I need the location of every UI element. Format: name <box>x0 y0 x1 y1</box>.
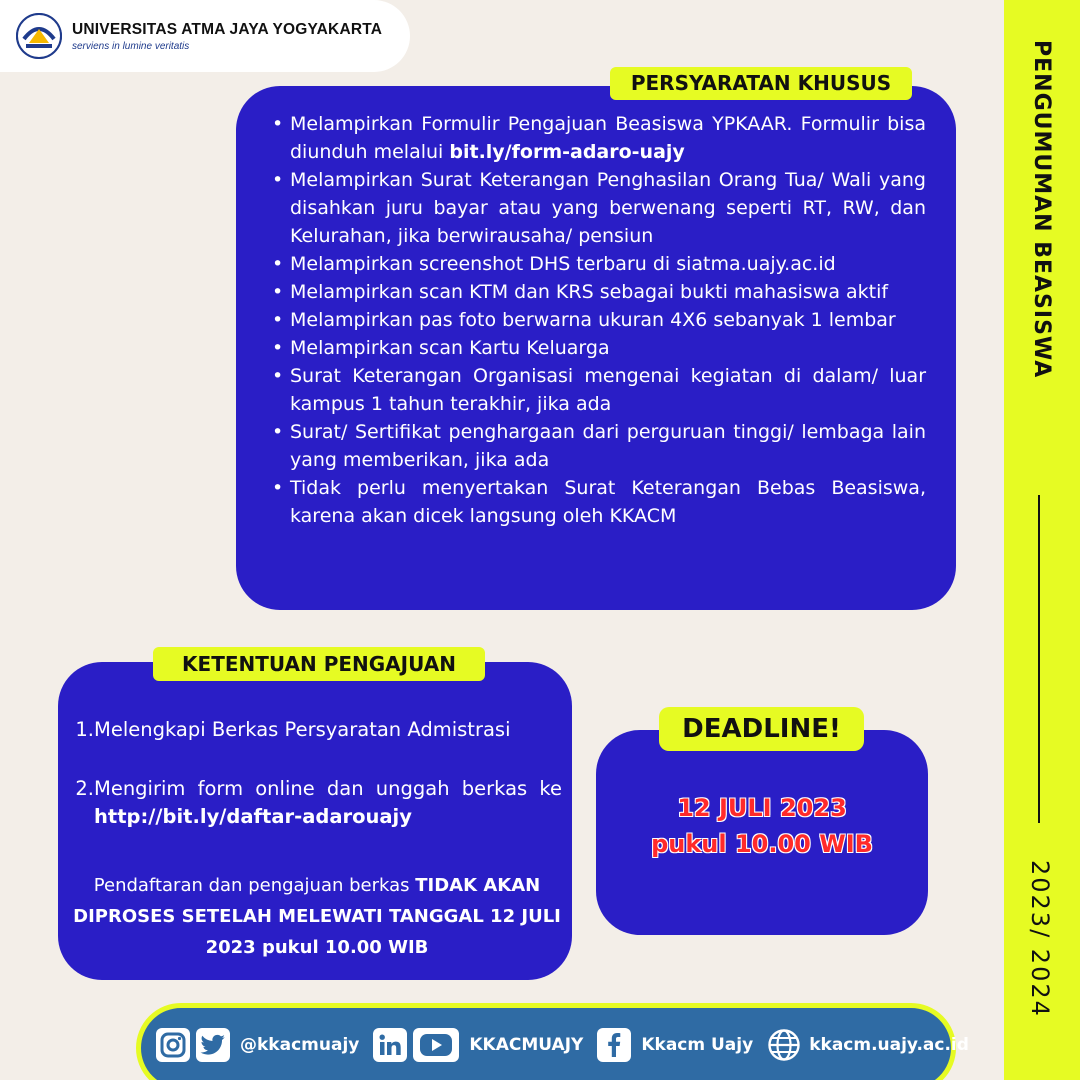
list-item: • Surat Keterangan Organisasi mengenai kegiatan di dalam/ luar kampus 1 tahun terakhir, jika ada <box>272 362 926 418</box>
list-item: • Tidak perlu menyertakan Surat Keterangan Bebas Beasiswa, karena akan dicek langsung oleh KKACM <box>272 474 926 530</box>
youtube-icon[interactable] <box>413 1028 459 1062</box>
university-motto: serviens in lumine veritatis <box>72 40 190 52</box>
list-item: • Melampirkan Surat Keterangan Penghasilan Orang Tua/ Wali yang disahkan juru bayar atau yang berwenang seperti RT, RW, dan Kelurahan, jika berwirausaha/ pensiun <box>272 166 926 250</box>
announcement-title: PENGUMUMAN BEASISWA <box>1029 40 1054 379</box>
list-item: • Melampirkan pas foto berwarna ukuran 4X6 sebanyak 1 lembar <box>272 306 926 334</box>
linkedin-icon[interactable] <box>373 1028 407 1062</box>
academic-year: 2023/ 2024 <box>1026 860 1054 1018</box>
submission-tag: KETENTUAN PENGAJUAN <box>153 647 485 681</box>
submission-note: Pendaftaran dan pengajuan berkas TIDAK AKAN DIPROSES SETELAH MELEWATI TANGGAL 12 JULI 2023 pukul 10.00 WIB <box>73 875 561 958</box>
deadline-tag: DEADLINE! <box>659 707 864 751</box>
university-name: UNIVERSITAS ATMA JAYA YOGYAKARTA <box>72 20 383 38</box>
list-item: • Melampirkan scan KTM dan KRS sebagai bukti mahasiswa aktif <box>272 278 926 306</box>
list-item: • Melampirkan Formulir Pengajuan Beasiswa YPKAAR. Formulir bisa diunduh melalui bit.ly/form-adaro-uajy <box>272 110 926 166</box>
channel-name[interactable]: KKACMUAJY <box>469 1035 584 1055</box>
requirements-tag: PERSYARATAN KHUSUS <box>610 67 912 100</box>
list-item: • Melampirkan screenshot DHS terbaru di siatma.uajy.ac.id <box>272 250 926 278</box>
header-text <box>72 21 382 52</box>
facebook-name[interactable]: Kkacm Uajy <box>641 1035 754 1055</box>
list-item: • Melampirkan scan Kartu Keluarga <box>272 334 926 362</box>
uajy-logo-icon <box>16 13 62 59</box>
deadline-date: 12 JULI 2023 <box>677 794 847 822</box>
social-links <box>156 1025 983 1065</box>
list-item: • Surat/ Sertifikat penghargaan dari perguruan tinggi/ lembaga lain yang memberikan, jika ada <box>272 418 926 474</box>
header <box>0 0 410 72</box>
submission-step-2: 2. Mengirim form online dan unggah berkas ke http://bit.ly/daftar-adarouajy <box>75 777 562 828</box>
globe-icon[interactable] <box>767 1028 801 1062</box>
social-handle[interactable]: @kkacmuajy <box>240 1035 360 1055</box>
deadline-time: pukul 10.00 WIB <box>651 830 873 858</box>
facebook-icon[interactable] <box>597 1028 631 1062</box>
strip-divider <box>1038 495 1040 823</box>
form-link[interactable]: bit.ly/form-adaro-uajy <box>449 141 685 163</box>
requirements-list <box>272 110 926 530</box>
submission-step-1: 1. Melengkapi Berkas Persyaratan Admistrasi <box>75 718 511 741</box>
deadline-datetime <box>596 790 928 862</box>
register-link[interactable]: http://bit.ly/daftar-adarouajy <box>94 805 412 828</box>
instagram-icon[interactable] <box>156 1028 190 1062</box>
website-link[interactable]: kkacm.uajy.ac.id <box>809 1035 969 1055</box>
twitter-icon[interactable] <box>196 1028 230 1062</box>
